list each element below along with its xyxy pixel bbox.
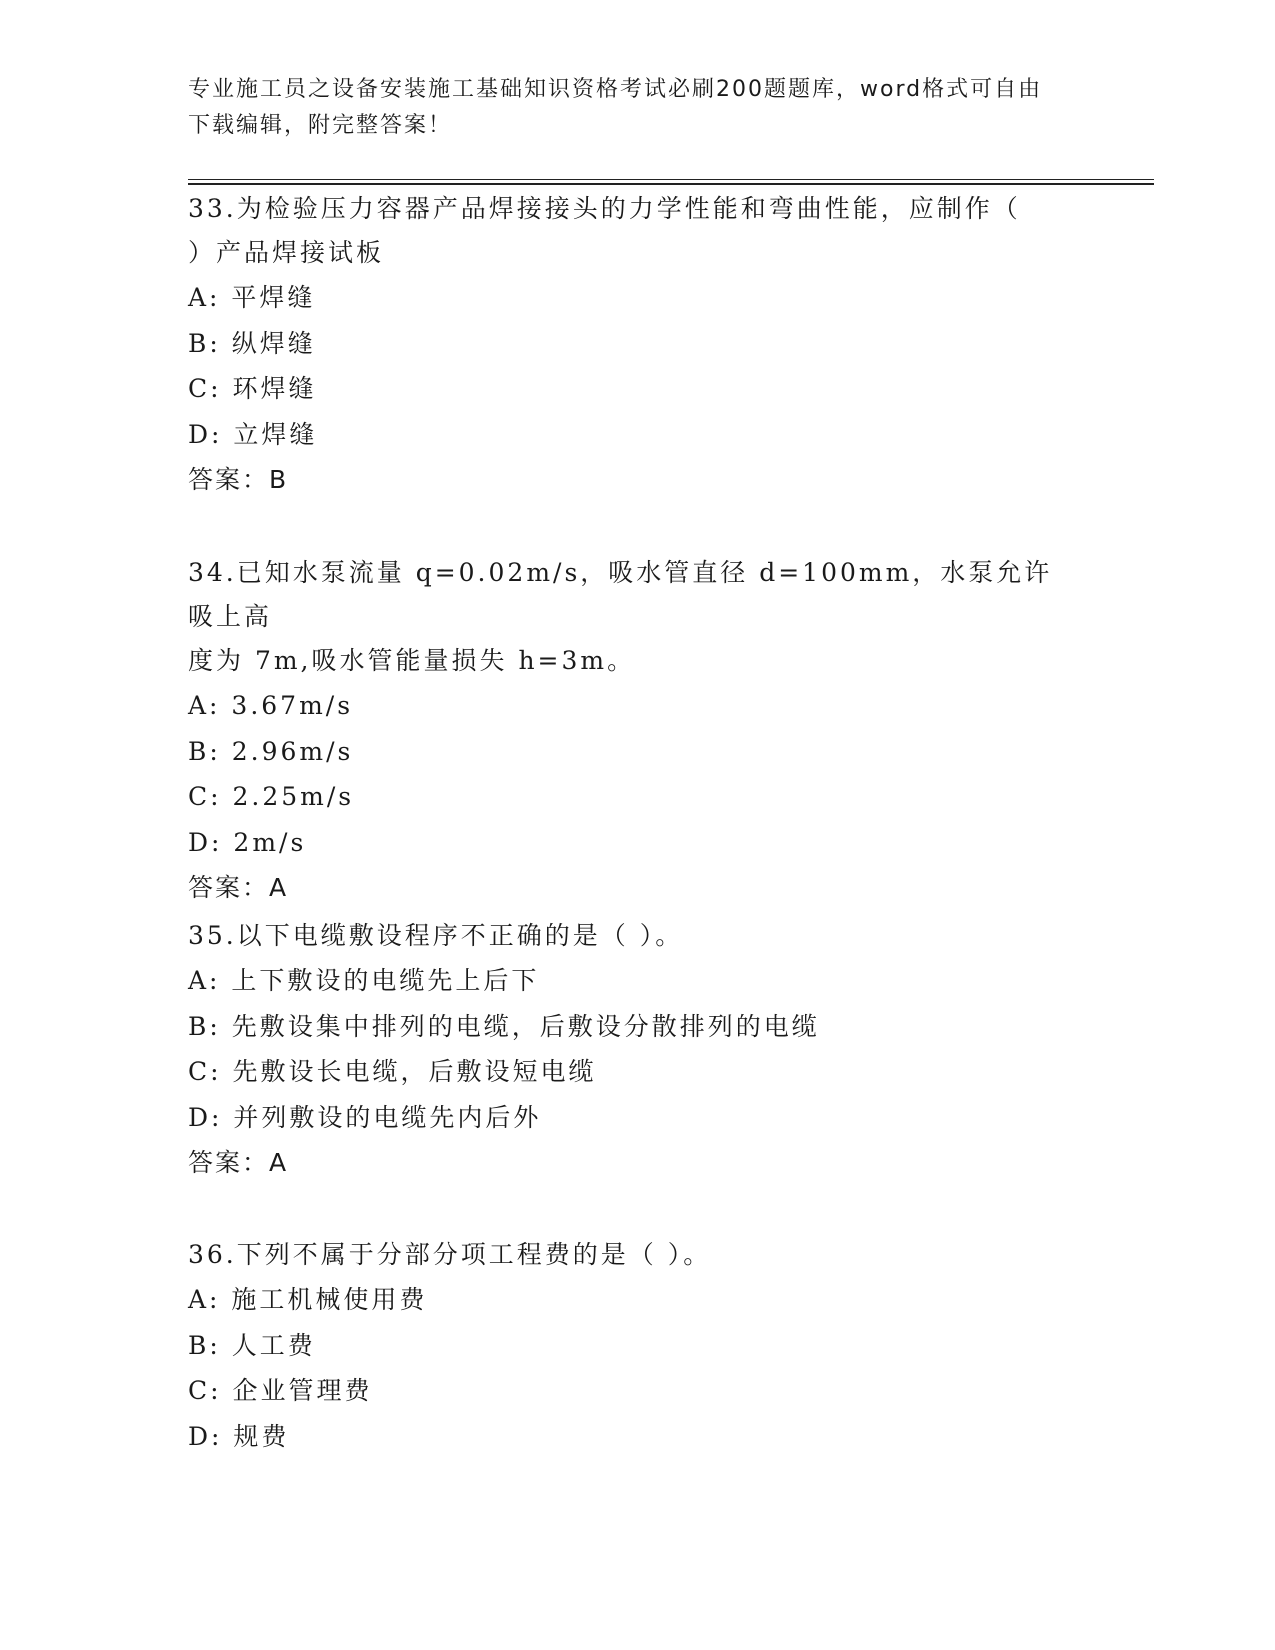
question-36 — [188, 1233, 1068, 1459]
option-b: B: 先敷设集中排列的电缆，后敷设分散排列的电缆 — [188, 1011, 820, 1041]
option-a: A: 3.67m/s — [188, 691, 354, 720]
option-b: B: 人工费 — [188, 1330, 316, 1360]
answer-label: 答案：A — [188, 873, 289, 902]
option-d: D: 并列敷设的电缆先内后外 — [188, 1102, 542, 1132]
question-34 — [188, 551, 1068, 911]
option-b: B: 纵焊缝 — [188, 328, 316, 358]
answer-label: 答案：B — [188, 465, 289, 494]
question-33 — [188, 187, 1068, 503]
answer-label: 答案：A — [188, 1148, 289, 1177]
question-stem-line-1: 36.下列不属于分部分项工程费的是（ ）。 — [188, 1240, 712, 1269]
option-c: C: 环焊缝 — [188, 374, 317, 403]
question-stem-line-2: ）产品焊接试板 — [188, 238, 385, 267]
header-line-2: 下载编辑，附完整答案！ — [188, 113, 453, 138]
question-stem-line-1: 35.以下电缆敷设程序不正确的是（ ）。 — [188, 921, 684, 950]
question-35 — [188, 914, 1068, 1186]
option-d: D: 立焊缝 — [188, 419, 318, 449]
option-a: A: 施工机械使用费 — [188, 1285, 428, 1314]
header-divider-thin — [188, 179, 1154, 180]
question-stem-line-2: 度为 7m,吸水管能量损失 h=3m。 — [188, 646, 636, 675]
option-a: A: 上下敷设的电缆先上后下 — [188, 966, 540, 995]
option-c: C: 先敷设长电缆，后敷设短电缆 — [188, 1057, 597, 1086]
option-c: C: 2.25m/s — [188, 782, 355, 811]
option-c: C: 企业管理费 — [188, 1376, 373, 1405]
option-b: B: 2.96m/s — [188, 736, 354, 766]
header-divider-thick — [188, 183, 1154, 185]
option-d: D: 规费 — [188, 1421, 290, 1451]
document-header — [188, 72, 1088, 144]
option-a: A: 平焊缝 — [188, 283, 316, 312]
question-stem-line-1: 34.已知水泵流量 q=0.02m/s，吸水管直径 d=100mm，水泵允许吸上高 — [188, 558, 1053, 631]
option-d: D: 2m/s — [188, 827, 307, 857]
header-line-1: 专业施工员之设备安装施工基础知识资格考试必刷200题题库，word格式可自由 — [188, 77, 1043, 102]
question-stem-line-1: 33.为检验压力容器产品焊接接头的力学性能和弯曲性能，应制作（ — [188, 194, 1021, 223]
